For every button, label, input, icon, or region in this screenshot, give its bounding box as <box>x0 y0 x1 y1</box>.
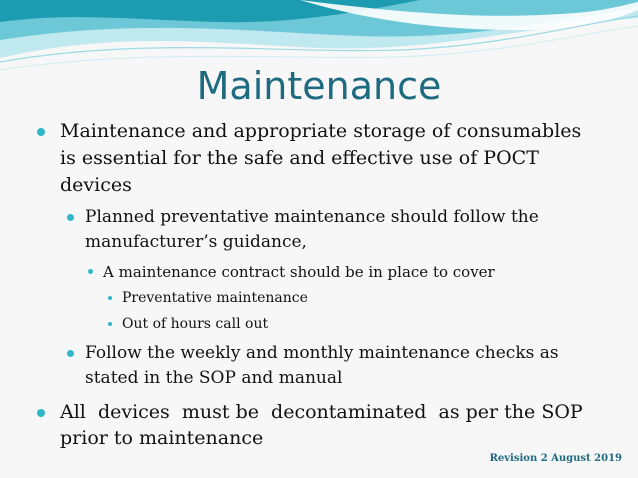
bullet-level4-line: Preventative maintenance <box>122 290 308 306</box>
bullet-dot <box>67 350 74 357</box>
bullet-level2-line: Follow the weekly and monthly maintenance checks as <box>85 343 559 363</box>
bullet-level2-line: manufacturer’s guidance, <box>85 232 307 252</box>
bullet-level1-line: devices <box>60 174 132 196</box>
bullet-dot <box>108 296 112 300</box>
bullet-level1-line: is essential for the safe and effective use of POCT <box>60 147 539 169</box>
bullet-dot <box>108 322 112 326</box>
bullet-level1-line: prior to maintenance <box>60 427 264 449</box>
bullet-dot <box>37 128 45 136</box>
bullet-level2-line: Planned preventative maintenance should follow the <box>85 207 539 227</box>
bullet-dot <box>88 269 93 274</box>
bullet-dot <box>67 214 74 221</box>
bullet-level4-line: Out of hours call out <box>122 316 269 332</box>
bullet-dot <box>37 409 45 417</box>
bullet-level3-line: A maintenance contract should be in place to cover <box>103 263 495 281</box>
bullet-level2-line: stated in the SOP and manual <box>85 368 343 388</box>
bullet-level1-line: Maintenance and appropriate storage of consumables <box>60 120 582 142</box>
revision-footer: Revision 2 August 2019 <box>489 453 622 464</box>
bullet-level1-line: All devices must be decontaminated as per the SOP <box>60 401 583 423</box>
slide-title: Maintenance <box>196 64 442 108</box>
